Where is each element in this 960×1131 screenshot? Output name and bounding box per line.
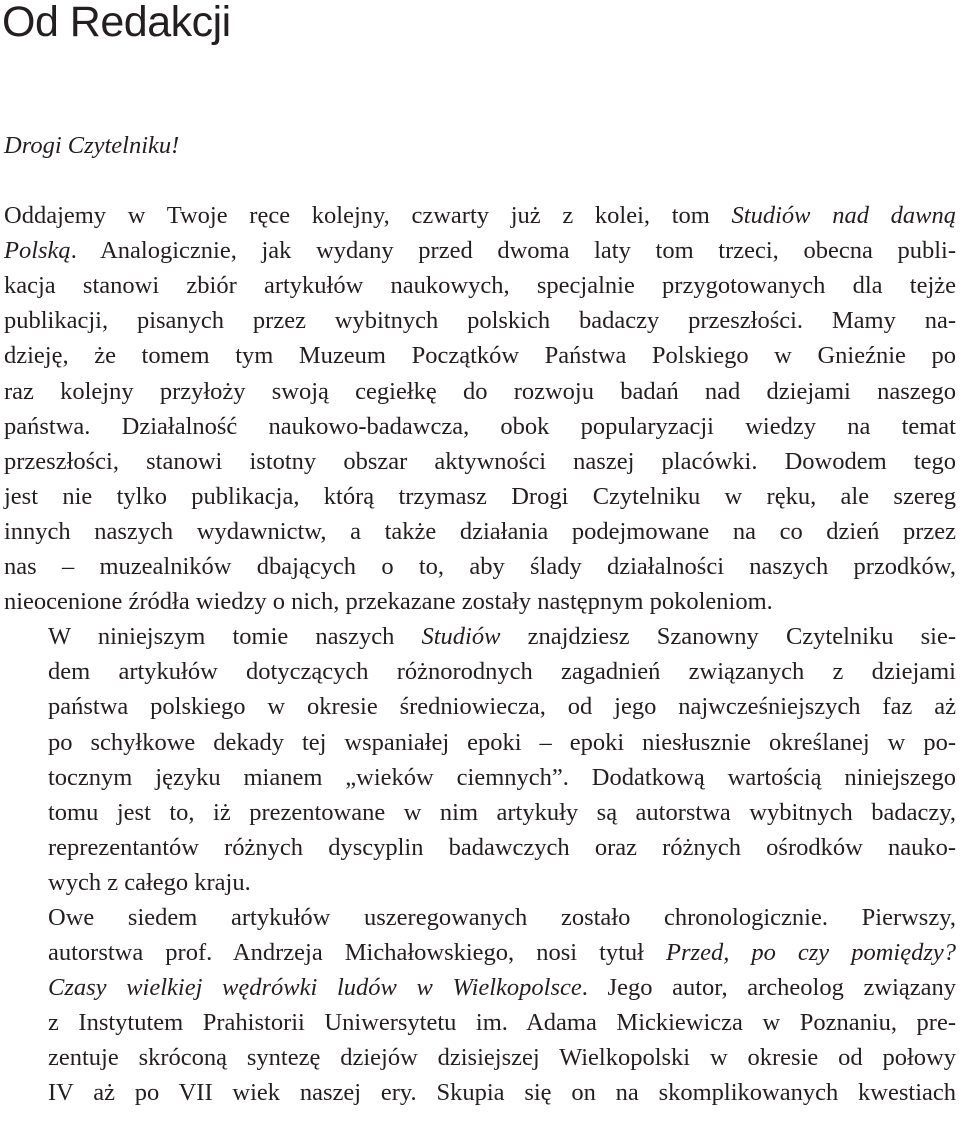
text-line: nas – muzealników dbających o to, aby ślady działalności naszych przodków, bbox=[4, 553, 956, 581]
text-line: zentuje skróconą syntezę dziejów dzisiejszej Wielkopolski w okresie od połowy bbox=[48, 1044, 956, 1072]
text-line: Polską. Analogicznie, jak wydany przed dwoma laty tom trzeci, obecna publi- bbox=[4, 237, 956, 265]
italic-text: Studiów bbox=[421, 623, 501, 651]
text-line: dem artykułów dotyczących różnorodnych zagadnień związanych z dziejami bbox=[48, 658, 956, 686]
text-line: raz kolejny przyłoży swoją cegiełkę do rozwoju badań nad dziejami naszego bbox=[4, 377, 956, 405]
text-line: tomu jest to, iż prezentowane w nim artykuły są autorstwa wybitnych badaczy, bbox=[48, 798, 956, 826]
text-line: po schyłkowe dekady tej wspaniałej epoki – epoki niesłusznie określanej w po- bbox=[48, 728, 956, 756]
italic-text: Polską bbox=[4, 237, 71, 265]
text-line: jest nie tylko publikacja, którą trzymasz Drogi Czytelniku w ręku, ale szereg bbox=[4, 482, 956, 510]
text-line: państwa polskiego w okresie średniowiecza, od jego najwcześniejszych faz aż bbox=[48, 693, 956, 721]
paragraph-3 bbox=[4, 900, 956, 1111]
article-body bbox=[4, 128, 956, 1111]
text-line: autorstwa prof. Andrzeja Michałowskiego, nosi tytuł Przed, po czy pomiędzy? bbox=[48, 939, 956, 967]
text-line: publikacji, pisanych przez wybitnych polskich badaczy przeszłości. Mamy na- bbox=[4, 307, 956, 335]
text-line: wych z całego kraju. bbox=[48, 868, 251, 896]
text-line: dzieję, że tomem tym Muzeum Początków Państwa Polskiego w Gnieźnie po bbox=[4, 342, 956, 370]
text-line: reprezentantów różnych dyscyplin badawczych oraz różnych ośrodków nauko- bbox=[48, 833, 956, 861]
text-line: Czasy wielkiej wędrówki ludów w Wielkopolsce. Jego autor, archeolog związany bbox=[48, 974, 957, 1002]
text-line: przeszłości, stanowi istotny obszar aktywności naszej placówki. Dowodem tego bbox=[4, 447, 956, 475]
paragraph-2 bbox=[4, 619, 956, 900]
text-line: tocznym języku mianem „wieków ciemnych”. Dodatkową wartością niniejszego bbox=[48, 763, 956, 791]
text-line: nieocenione źródła wiedzy o nich, przekazane zostały następnym pokoleniom. bbox=[4, 588, 773, 616]
italic-text: Przed, po czy pomiędzy? bbox=[666, 939, 956, 967]
text-line: państwa. Działalność naukowo-badawcza, obok popularyzacji wiedzy na temat bbox=[4, 412, 956, 440]
salutation: Drogi Czytelniku! bbox=[4, 132, 180, 159]
text-line: innych naszych wydawnictw, a także działania podejmowane na co dzień przez bbox=[4, 517, 956, 545]
text-line: W niniejszym tomie naszych Studiów znajdziesz Szanowny Czytelniku sie- bbox=[48, 623, 956, 651]
paragraph-1 bbox=[4, 198, 956, 619]
text-line: Oddajemy w Twoje ręce kolejny, czwarty już z kolei, tom Studiów nad dawną bbox=[4, 202, 956, 230]
italic-text: Studiów nad dawną bbox=[731, 202, 956, 230]
text-line: kacja stanowi zbiór artykułów naukowych, specjalnie przygotowanych dla tejże bbox=[4, 272, 956, 300]
text-line: IV aż po VII wiek naszej ery. Skupia się on na skomplikowanych kwestiach bbox=[48, 1079, 956, 1107]
page-title: Od Redakcji bbox=[2, 0, 231, 46]
text-line: Owe siedem artykułów uszeregowanych zostało chronologicznie. Pierwszy, bbox=[48, 903, 956, 931]
text-line: z Instytutem Prahistorii Uniwersytetu im. Adama Mickiewicza w Poznaniu, pre- bbox=[48, 1009, 956, 1037]
italic-text: Czasy wielkiej wędrówki ludów w Wielkopolsce bbox=[48, 974, 582, 1002]
